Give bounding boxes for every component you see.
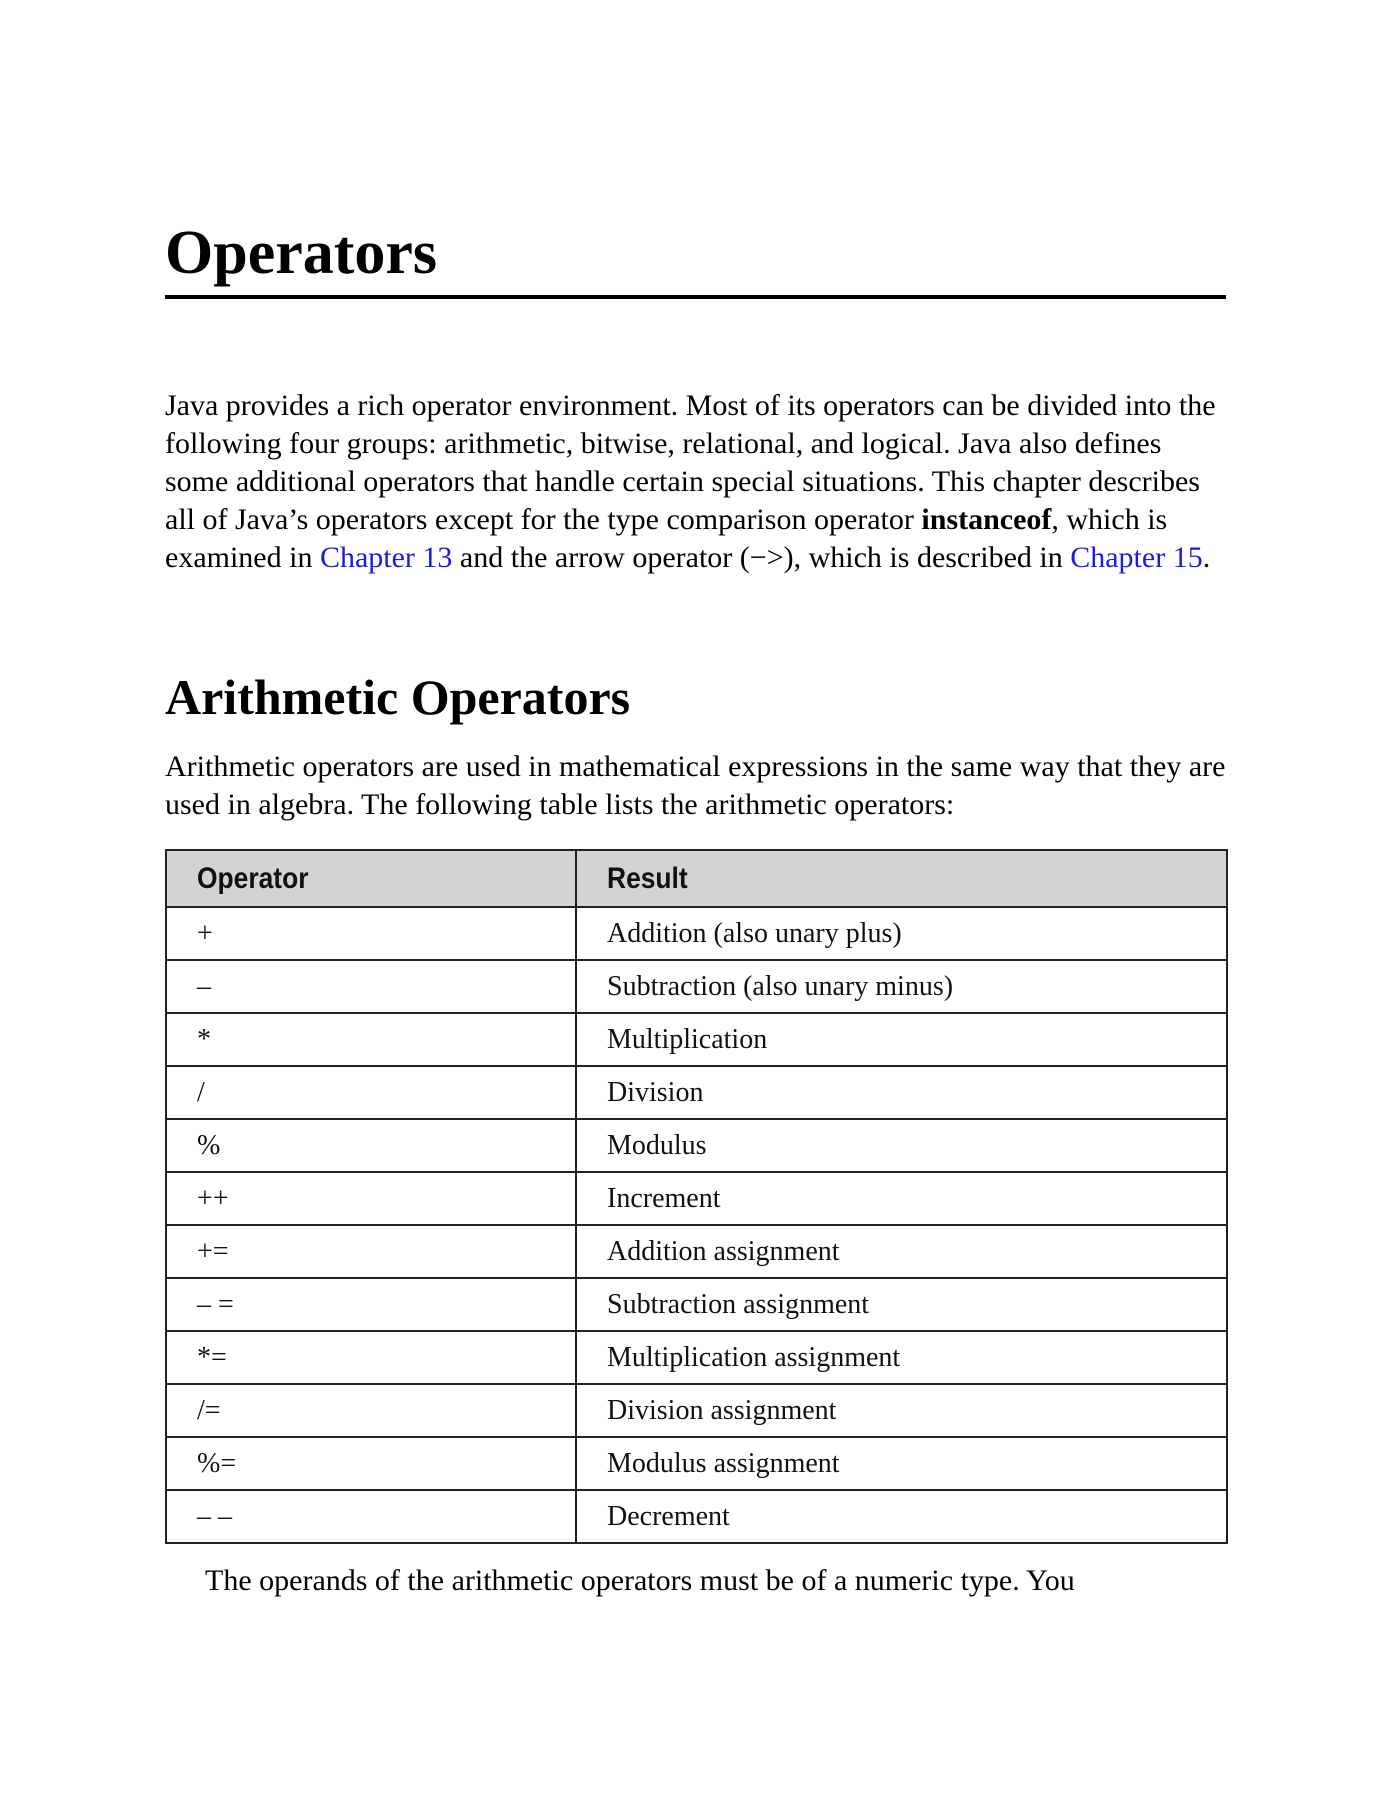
result-cell: Division assignment — [576, 1384, 1227, 1437]
operator-cell: %= — [166, 1437, 576, 1490]
header-result — [576, 850, 1227, 907]
chapter-15-link[interactable]: Chapter 15 — [1070, 541, 1203, 574]
intro-text-1: Java provides a rich operator environment. Most of its operators can be divided into the following four groups: arithmetic, bitwise, relational, and logical. Java also defines some additional operators that handle certain special situations. This chapter describes all of Java’s operators except for the type comparison operator — [165, 389, 1216, 536]
table-row — [166, 1225, 1227, 1278]
operator-cell: – — [166, 960, 576, 1013]
header-operator — [166, 850, 576, 907]
table-row — [166, 1384, 1227, 1437]
result-cell: Subtraction assignment — [576, 1278, 1227, 1331]
header-result-label: Result — [607, 861, 688, 895]
operator-cell: – = — [166, 1278, 576, 1331]
intro-text-4: . — [1202, 541, 1211, 574]
table-row — [166, 1437, 1227, 1490]
operator-cell: + — [166, 907, 576, 960]
operators-table — [165, 849, 1228, 1544]
table-row — [166, 1278, 1227, 1331]
result-cell: Subtraction (also unary minus) — [576, 960, 1227, 1013]
operator-cell: % — [166, 1119, 576, 1172]
section-title: Arithmetic Operators — [165, 669, 631, 725]
header-operator-label: Operator — [197, 861, 309, 895]
operator-cell: += — [166, 1225, 576, 1278]
table-row — [166, 907, 1227, 960]
chapter-title: Operators — [165, 219, 438, 287]
result-cell: Decrement — [576, 1490, 1227, 1543]
intro-paragraph — [165, 387, 1226, 577]
table-header-row — [166, 850, 1227, 907]
title-rule — [165, 295, 1226, 299]
keyword-instanceof: instanceof — [921, 503, 1052, 536]
result-cell: Multiplication assignment — [576, 1331, 1227, 1384]
table-row — [166, 1066, 1227, 1119]
chapter-13-link[interactable]: Chapter 13 — [319, 541, 453, 574]
operator-cell: * — [166, 1013, 576, 1066]
follow-paragraph: The operands of the arithmetic operators must be of a numeric type. You — [205, 1564, 1075, 1597]
intro-text-3: and the arrow operator (−>), which is described in — [452, 541, 1071, 574]
table-row — [166, 1013, 1227, 1066]
table-row — [166, 1331, 1227, 1384]
table-row — [166, 1119, 1227, 1172]
operator-cell: – – — [166, 1490, 576, 1543]
result-cell: Modulus assignment — [576, 1437, 1227, 1490]
result-cell: Modulus — [576, 1119, 1227, 1172]
result-cell: Division — [576, 1066, 1227, 1119]
operator-cell: / — [166, 1066, 576, 1119]
result-cell: Addition (also unary plus) — [576, 907, 1227, 960]
table-row — [166, 1172, 1227, 1225]
table-row — [166, 960, 1227, 1013]
operator-cell: /= — [166, 1384, 576, 1437]
result-cell: Addition assignment — [576, 1225, 1227, 1278]
result-cell: Increment — [576, 1172, 1227, 1225]
operator-cell: *= — [166, 1331, 576, 1384]
table-row — [166, 1490, 1227, 1543]
result-cell: Multiplication — [576, 1013, 1227, 1066]
intro-text-2: , which is examined in — [165, 503, 1168, 574]
operator-cell: ++ — [166, 1172, 576, 1225]
section-paragraph: Arithmetic operators are used in mathematical expressions in the same way that they are used in algebra. The following table lists the arithmetic operators: — [165, 750, 1226, 821]
